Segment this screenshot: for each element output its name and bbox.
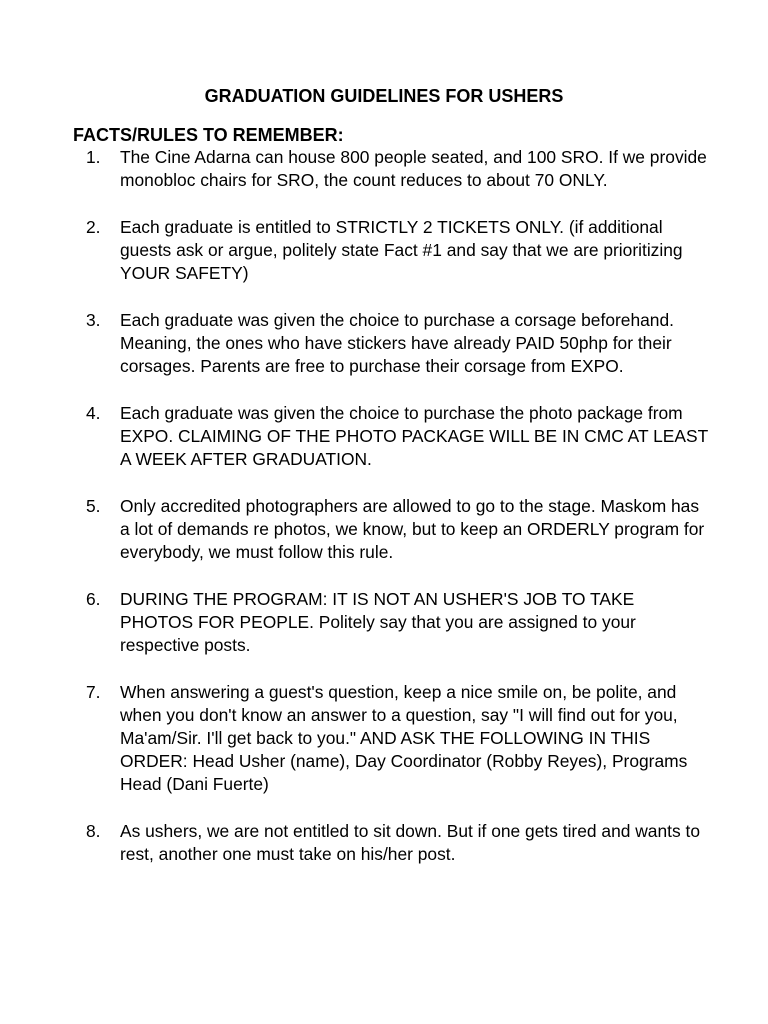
rules-list: [0, 146, 768, 890]
rule-number: 8.: [86, 821, 101, 841]
document-title: GRADUATION GUIDELINES FOR USHERS: [204, 86, 564, 106]
rule-number: 4.: [86, 403, 101, 423]
rule-item: [0, 216, 768, 285]
rule-item: [0, 681, 768, 796]
rule-text: When answering a guest's question, keep a nice smile on, be polite, and when you don't know an answer to a question, say "I will find out for you, Ma'am/Sir. I'll get back to you." AND ASK THE FOLLOWING IN THIS ORDER: Head Usher (name), Day Coordinator (Robby Reyes), Programs Head (Dani Fuerte): [120, 682, 688, 794]
rule-text: The Cine Adarna can house 800 people seated, and 100 SRO. If we provide monobloc chairs for SRO, the count reduces to about 70 ONLY.: [120, 147, 707, 190]
rule-text: Each graduate was given the choice to purchase a corsage beforehand. Meaning, the ones who have stickers have already PAID 50php for their corsages. Parents are free to purchase their corsage from EXPO.: [120, 310, 674, 376]
rule-number: 3.: [86, 310, 101, 330]
rule-item: [0, 309, 768, 378]
section-heading: FACTS/RULES TO REMEMBER:: [73, 125, 344, 145]
rule-text: Only accredited photographers are allowed to go to the stage. Maskom has a lot of demands re photos, we know, but to keep an ORDERLY program for everybody, we must follow this rule.: [120, 496, 705, 562]
rule-number: 2.: [86, 217, 101, 237]
rule-number: 1.: [86, 147, 101, 167]
rule-text: As ushers, we are not entitled to sit down. But if one gets tired and wants to rest, another one must take on his/her post.: [120, 821, 701, 864]
rule-item: [0, 820, 768, 866]
rule-number: 6.: [86, 589, 101, 609]
rule-number: 7.: [86, 682, 101, 702]
rule-text: Each graduate is entitled to STRICTLY 2 TICKETS ONLY. (if additional guests ask or argue, politely state Fact #1 and say that we are prioritizing YOUR SAFETY): [120, 217, 683, 283]
rule-text: DURING THE PROGRAM: IT IS NOT AN USHER'S JOB TO TAKE PHOTOS FOR PEOPLE. Politely say that you are assigned to your respective posts.: [120, 589, 636, 655]
rule-item: [0, 588, 768, 657]
rule-text: Each graduate was given the choice to purchase the photo package from EXPO. CLAIMING OF THE PHOTO PACKAGE WILL BE IN CMC AT LEAST A WEEK AFTER GRADUATION.: [120, 403, 708, 469]
rule-item: [0, 146, 768, 192]
rule-item: [0, 495, 768, 564]
rule-number: 5.: [86, 496, 101, 516]
rule-item: [0, 402, 768, 471]
